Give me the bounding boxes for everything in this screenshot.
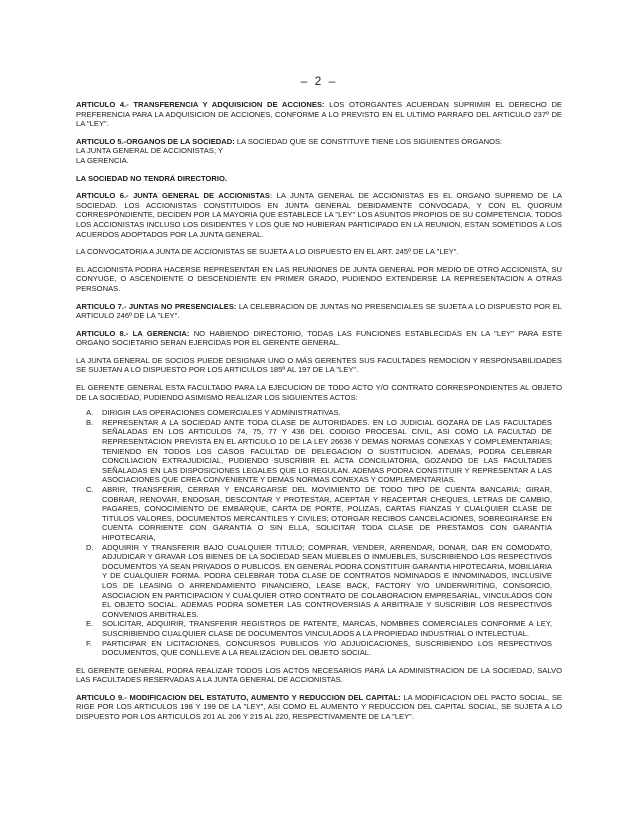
article-6-heading: ARTICULO 6.- JUNTA GENERAL DE ACCIONISTAS	[76, 191, 270, 201]
article-7-heading: ARTICULO 7.- JUNTAS NO PRESENCIALES:	[76, 301, 237, 311]
article-5-text: LA SOCIEDAD QUE SE CONSTITUYE TIENE LOS SIGUIENTES ÓRGANOS:	[234, 136, 503, 146]
article-4-text: LOS OTORGANTES ACUERDAN SUPRIMIR EL DERECHO DE PREFERENCIA PARA LA ADQUISICION DE ACCIONES, CONFORME A LO PREVISTO EN EL ULTIMO PARRAFO DEL ARTICULO 237º DE LA "LEY".	[76, 100, 562, 129]
list-item	[76, 639, 552, 658]
article-7-text: LA CELEBRACION DE JUNTAS NO PRESENCIALES SE SUJETA A LO DISPUESTO POR EL ARTICULO 246º DE LA "LEY".	[76, 301, 562, 321]
list-item-marker: A.	[86, 408, 94, 418]
article-6-text: : LA JUNTA GENERAL DE ACCIONISTAS ES EL ORGANO SUPREMO DE LA SOCIEDAD. LOS ACCIONISTAS CONSTITUIDOS EN JUNTA GENERAL DEBIDAMENTE CONVOCADA, Y CON EL QUORUM CORRESPONDIENTE, DECIDEN POR LA MAYORIA QUE ESTABLECE LA "LEY" LOS ASUNTOS PROPIOS DE SU COMPETENCIA. TODOS LOS ACCIONISTAS INCLUSO LOS DISIDENTES Y LOS QUE NO HUBIERAN PARTICIPADO EN LA REUNION, ESTAN SOMETIDOS A LOS ACUERDOS ADOPTADOS POR LA JUNTA GENERAL.	[76, 191, 562, 239]
list-item-text: ADQUIRIR Y TRANSFERIR BAJO CUALQUIER TITULO; COMPRAR, VENDER, ARRENDAR, DONAR, DAR EN COMODATO, ADJUDICAR Y GRAVAR LOS BIENES DE LA SOCIEDAD SEAN MUEBLES O INMUEBLES, SUSCRIBIENDO LOS RESPECTIVOS DOCUMENTOS YA SEAN PRIVADOS O PUBLICOS. EN GENERAL PODRA CONSTITUIR GARANTIA HIPOTECARIA, MOBILIARIA Y DE CUALQUIER FORMA. PODRA CELEBRAR TODA CLASE DE CONTRATOS NOMINADOS E INNOMINADOS, INCLUSIVE LOS DE LEASING O ARRENDAMIENTO FINANCIERO, LEASE BACK, FACTORY Y/O UNDERWRITING, CONSORCIO, ASOCIACION EN PARTICIPACION Y CUALQUIER OTRO CONTRATO DE COLABORACION EMPRESARIAL, VINCULADOS CON EL OBJETO SOCIAL. ADEMAS PODRA SOMETER LAS CONTROVERSIAS A ARBITRAJE Y SUSCRIBIR LOS RESPECTIVOS CONVENIOS ARBITRALES.	[102, 542, 552, 619]
document-body	[76, 100, 562, 730]
list-item-marker: E.	[86, 619, 94, 629]
article-5-heading: ARTICULO 5.-ORGANOS DE LA SOCIEDAD:	[76, 136, 235, 146]
convocatoria-paragraph: LA CONVOCATORIA A JUNTA DE ACCIONISTAS SE SUJETA A LO DISPUESTO EN EL ART. 245º DE LA "LEY".	[76, 247, 459, 257]
list-item-text: ABRIR, TRANSFERIR, CERRAR Y ENCARGARSE DEL MOVIMIENTO DE TODO TIPO DE CUENTA BANCARIA; GIRAR, COBRAR, RENOVAR, ENDOSAR, DESCONTAR Y PROTESTAR, ACEPTAR Y REACEPTAR CHEQUES, LETRAS DE CAMBIO, PAGARES, CONOCIMIENTO DE EMBARQUE, CARTA DE PORTE, POLIZAS, CARTAS FIANZAS Y CUALQUIER CLASE DE TITULOS VALORES, DOCUMENTOS MERCANTILES Y CIVILES; OTORGAR RECIBOS CANCELACIONES, SOBREGIRARSE EN CUENTA CORRIENTE CON GARANTIA O SIN ELLA, SOLICITAR TODA CLASE DE PRESTAMOS CON GARANTIA HIPOTECARIA,	[102, 485, 552, 542]
list-item-text: DIRIGIR LAS OPERACIONES COMERCIALES Y ADMINISTRATIVAS.	[102, 408, 341, 418]
gerentes-paragraph: LA JUNTA GENERAL DE SOCIOS PUEDE DESIGNAR UNO O MÁS GERENTES SUS FACULTADES REMOCION Y RESPONSABILIDADES SE SUJETAN A LO DISPUESTO POR LOS ARTICULOS 185º AL 197 DE LA "LEY".	[76, 355, 562, 375]
gerente-actos-paragraph: EL GERENTE GENERAL PODRA REALIZAR TODOS LOS ACTOS NECESARIOS PARA LA ADMINISTRACION DE LA SOCIEDAD, SALVO LAS FACULTADES RESERVADAS A LA JUNTA GENERAL DE ACCIONISTAS.	[76, 665, 562, 685]
article-8-heading: ARTICULO 8.- LA GERENCIA:	[76, 328, 190, 338]
article-9-heading: ARTICULO 9.- MODIFICACION DEL ESTATUTO, AUMENTO Y REDUCCION DEL CAPITAL:	[76, 692, 401, 702]
article-6	[76, 191, 562, 239]
list-item	[76, 619, 552, 638]
article-5	[76, 137, 562, 166]
list-item-marker: C.	[86, 485, 94, 494]
no-directorio-statement: LA SOCIEDAD NO TENDRÁ DIRECTORIO.	[76, 173, 228, 183]
actos-list	[76, 408, 562, 657]
list-item-marker: F.	[86, 638, 92, 648]
article-9-text: LA MODIFICACION DEL PACTO SOCIAL, SE RIGE POR LOS ARTICULOS 198 Y 199 DE LA "LEY", ASI COMO EL AUMENTO Y REDUCCION DEL CAPITAL SOCIAL, SE SUJETA A LO DISPUESTO POR LOS ARTICULOS 201 AL 206 Y 215 AL 220, RESPECTIVAMENTE DE LA "LEY".	[76, 692, 562, 722]
article-4-heading: ARTICULO 4.- TRANSFERENCIA Y ADQUISICION DE ACCIONES:	[76, 100, 325, 109]
list-item	[76, 485, 552, 543]
article-8	[76, 329, 562, 348]
list-item-text: PARTICIPAR EN LICITACIONES, CONCURSOS PUBLICOS Y/O ADJUDICACIONES, SUSCRIBIENDO LOS RESPECTIVOS DOCUMENTOS, QUE CONLLEVE A LA REALIZACION DEL OBJETO SOCIAL.	[102, 638, 552, 658]
article-5-organ-gerencia: LA GERENCIA.	[76, 155, 129, 165]
list-item-marker: D.	[86, 542, 94, 552]
article-5-organ-junta: LA JUNTA GENERAL DE ACCIONISTAS; Y	[76, 146, 223, 156]
list-item-text: SOLICITAR, ADQUIRIR, TRANSFERIR REGISTROS DE PATENTE, MARCAS, NOMBRES COMERCIALES CONFORME A LEY, SUSCRIBIENDO CUALQUIER CLASE DE DOCUMENTOS VINCULADOS A LA PROPIEDAD INDUSTRIAL O INTELECTUAL.	[102, 619, 552, 638]
article-4	[76, 100, 562, 129]
list-item	[76, 543, 552, 620]
page-number: – 2 –	[300, 74, 338, 88]
list-item-marker: B.	[86, 417, 94, 427]
facultado-paragraph: EL GERENTE GENERAL ESTA FACULTADO PARA LA EJECUCION DE TODO ACTO Y/O CONTRATO CORRESPONDIENTES AL OBJETO DE LA SOCIEDAD, PUDIENDO ASIMISMO REALIZAR LOS SIGUIENTES ACTOS:	[76, 383, 562, 402]
article-7	[76, 302, 562, 321]
article-8-text: NO HABIENDO DIRECTORIO, TODAS LAS FUNCIONES ESTABLECIDAS EN LA "LEY" PARA ESTE ORGANO SOCIETARIO SERAN EJERCIDAS POR EL GERENTE GENERAL.	[76, 328, 563, 348]
list-item	[76, 408, 552, 418]
list-item-text: REPRESENTAR A LA SOCIEDAD ANTE TODA CLASE DE AUTORIDADES. EN LO JUDICIAL GOZARA DE LAS FACULTADES SEÑALADAS EN LOS ARTICULOS 74, 75, 77 Y 436 DEL CODIGO PROCESAL CIVIL, ASI COMO LA FACULTAD DE REPRESENTACION PREVISTA EN EL ARTICULO 10 DE LA LEY 26636 Y DEMAS NORMAS CONEXAS Y COMPLEMENTARIAS; TENIENDO EN TODOS LOS CASOS FACULTAD DE DELEGACION O SUSTITUCION. ADEMAS, PODRA CELEBRAR CONCILIACION EXTRAJUDICIAL, PUDIENDO SUSCRIBIR EL ACTA CONCILIATORIA, GOZANDO DE LAS FACULTADES SEÑALADAS EN LAS DISPOSICIONES LEGALES QUE LO REGULAN. ADEMAS PODRA CONSTITUIR Y REPRESENTAR A LAS ASOCIACIONES QUE CREA CONVENIENTE Y DEMAS NORMAS CONEXAS Y COMPLEMENTARIAS.	[102, 417, 552, 485]
article-9	[76, 693, 562, 722]
representacion-paragraph: EL ACCIONISTA PODRA HACERSE REPRESENTAR EN LAS REUNIONES DE JUNTA GENERAL POR MEDIO DE OTRO ACCIONISTA, SU CONYUGE, O ASCENDIENTE O DESCENDIENTE EN PRIMER GRADO, PUDIENDO EXTENDERSE LA REPRESENTACION A OTRAS PERSONAS.	[76, 264, 562, 293]
list-item	[76, 418, 552, 485]
